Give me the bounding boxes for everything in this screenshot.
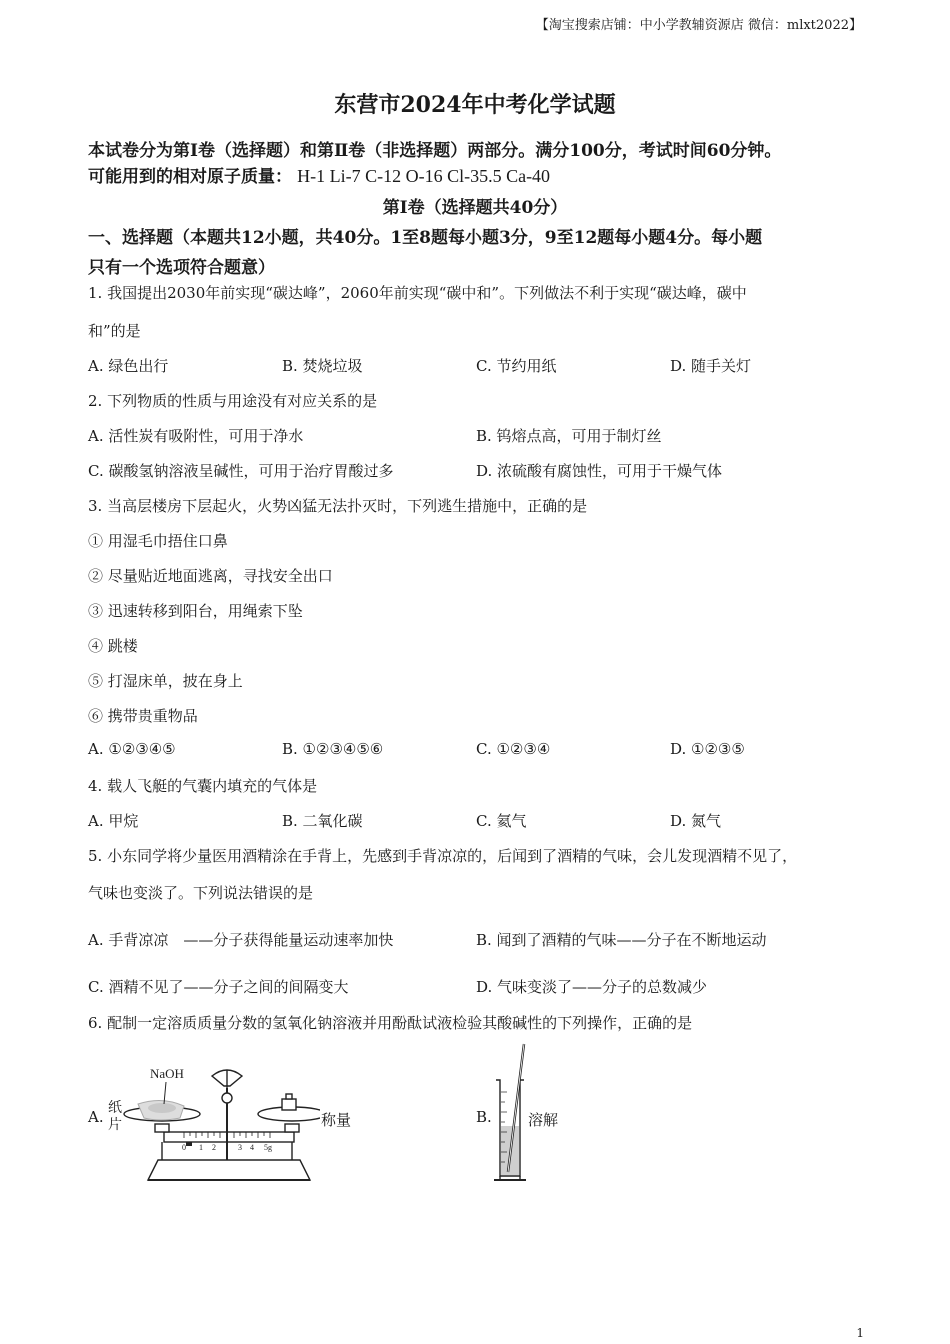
- q1-stem-line2: 和”的是: [88, 322, 141, 340]
- atomic-mass-line: [88, 162, 550, 187]
- q5-option-c: C. 酒精不见了——分子之间的间隔变大: [88, 978, 349, 996]
- q3-item-1: ① 用湿毛巾捂住口鼻: [88, 532, 228, 550]
- q3-item-6: ⑥ 携带贵重物品: [88, 707, 198, 725]
- scale-tick-5g: 5g: [264, 1143, 272, 1152]
- q1-option-a: A. 绿色出行: [88, 357, 169, 375]
- q2-stem: 2. 下列物质的性质与用途没有对应关系的是: [88, 392, 378, 410]
- page-number: 1: [856, 1326, 864, 1340]
- q4-option-d: D. 氮气: [670, 812, 722, 830]
- q3-option-c: C. ①②③④: [476, 740, 551, 758]
- q5-option-d: D. 气味变淡了——分子的总数减少: [476, 978, 708, 996]
- q4-option-c: C. 氦气: [476, 812, 527, 830]
- q3-stem: 3. 当高层楼房下层起火，火势凶猛无法扑灭时，下列逃生措施中，正确的是: [88, 497, 588, 515]
- q3-item-2: ② 尽量贴近地面逃离，寻找安全出口: [88, 567, 333, 585]
- q6-option-b-letter: B.: [476, 1108, 492, 1126]
- q4-option-b: B. 二氧化碳: [282, 812, 363, 830]
- scale-tick-2: 2: [212, 1143, 216, 1152]
- paper-label-1: 纸: [108, 1101, 122, 1116]
- q5-option-b: B. 闻到了酒精的气味——分子在不断地运动: [476, 931, 767, 949]
- q6-stem: 6. 配制一定溶质质量分数的氢氧化钠溶液并用酚酞试液检验其酸碱性的下列操作，正确的是: [88, 1014, 693, 1032]
- q2-option-b: B. 钨熔点高，可用于制灯丝: [476, 427, 662, 445]
- q1-option-c: C. 节约用纸: [476, 357, 557, 375]
- paper-label-2: 片: [108, 1118, 122, 1133]
- q1-option-b: B. 焚烧垃圾: [282, 357, 363, 375]
- q4-option-a: A. 甲烷: [88, 812, 139, 830]
- q3-option-d: D. ①②③⑤: [670, 740, 745, 758]
- header-note: 【淘宝搜索店铺：中小学教辅资源店 微信：mlxt2022】: [535, 18, 862, 33]
- section1-line2: 只有一个选项符合题意）: [88, 258, 275, 278]
- graduated-cylinder-illustration: [490, 1040, 530, 1185]
- q6-option-b-caption: 溶解: [528, 1111, 559, 1129]
- q1-option-d: D. 随手关灯: [670, 357, 752, 375]
- intro-text: 本试卷分为第Ⅰ卷（选择题）和第Ⅱ卷（非选择题）两部分。满分100分，考试时间60分钟。: [88, 141, 782, 161]
- q6-option-a-caption: 称量: [321, 1111, 352, 1129]
- scale-tick-1: 1: [199, 1143, 203, 1152]
- q3-item-4: ④ 跳楼: [88, 637, 138, 655]
- scale-tick-0: 0: [182, 1143, 186, 1152]
- q2-option-d: D. 浓硫酸有腐蚀性，可用于干燥气体: [476, 462, 723, 480]
- naoh-label: NaOH: [150, 1066, 184, 1081]
- q2-option-c: C. 碳酸氢钠溶液呈碱性，可用于治疗胃酸过多: [88, 462, 394, 480]
- part1-heading: 第Ⅰ卷（选择题共40分）: [382, 198, 568, 218]
- q6-option-a-letter: A.: [88, 1108, 104, 1126]
- q5-stem-line1: 5. 小东同学将少量医用酒精涂在手背上，先感到手背凉凉的，后闻到了酒精的气味，会儿发现酒精不见了，: [88, 847, 798, 865]
- q5-stem-line2: 气味也变淡了。下列说法错误的是: [88, 884, 314, 902]
- atomic-mass-label: 可能用到的相对原子质量：: [88, 167, 292, 187]
- q3-option-a: A. ①②③④⑤: [88, 740, 176, 758]
- q5-option-a: A. 手背凉凉 ——分子获得能量运动速率加快: [88, 931, 394, 949]
- q3-item-5: ⑤ 打湿床单，披在身上: [88, 672, 243, 690]
- q3-item-3: ③ 迅速转移到阳台，用绳索下坠: [88, 602, 303, 620]
- q4-stem: 4. 载人飞艇的气囊内填充的气体是: [88, 777, 318, 795]
- scale-tick-3: 3: [238, 1143, 242, 1152]
- scale-tick-4: 4: [250, 1143, 254, 1152]
- page-title: 东营市2024年中考化学试题: [334, 92, 616, 118]
- q2-option-a: A. 活性炭有吸附性，可用于净水: [88, 427, 304, 445]
- balance-scale-illustration: [104, 1060, 320, 1185]
- atomic-mass-values: H-1 Li-7 C-12 O-16 Cl-35.5 Ca-40: [297, 166, 551, 186]
- q1-stem-line1: 1. 我国提出2030年前实现“碳达峰”，2060年前实现“碳中和”。下列做法不利于实现“碳达峰，碳中: [88, 284, 747, 302]
- section1-line1: 一、选择题（本题共12小题，共40分。1至8题每小题3分，9至12题每小题4分。每小题: [88, 228, 763, 248]
- q3-option-b: B. ①②③④⑤⑥: [282, 740, 384, 758]
